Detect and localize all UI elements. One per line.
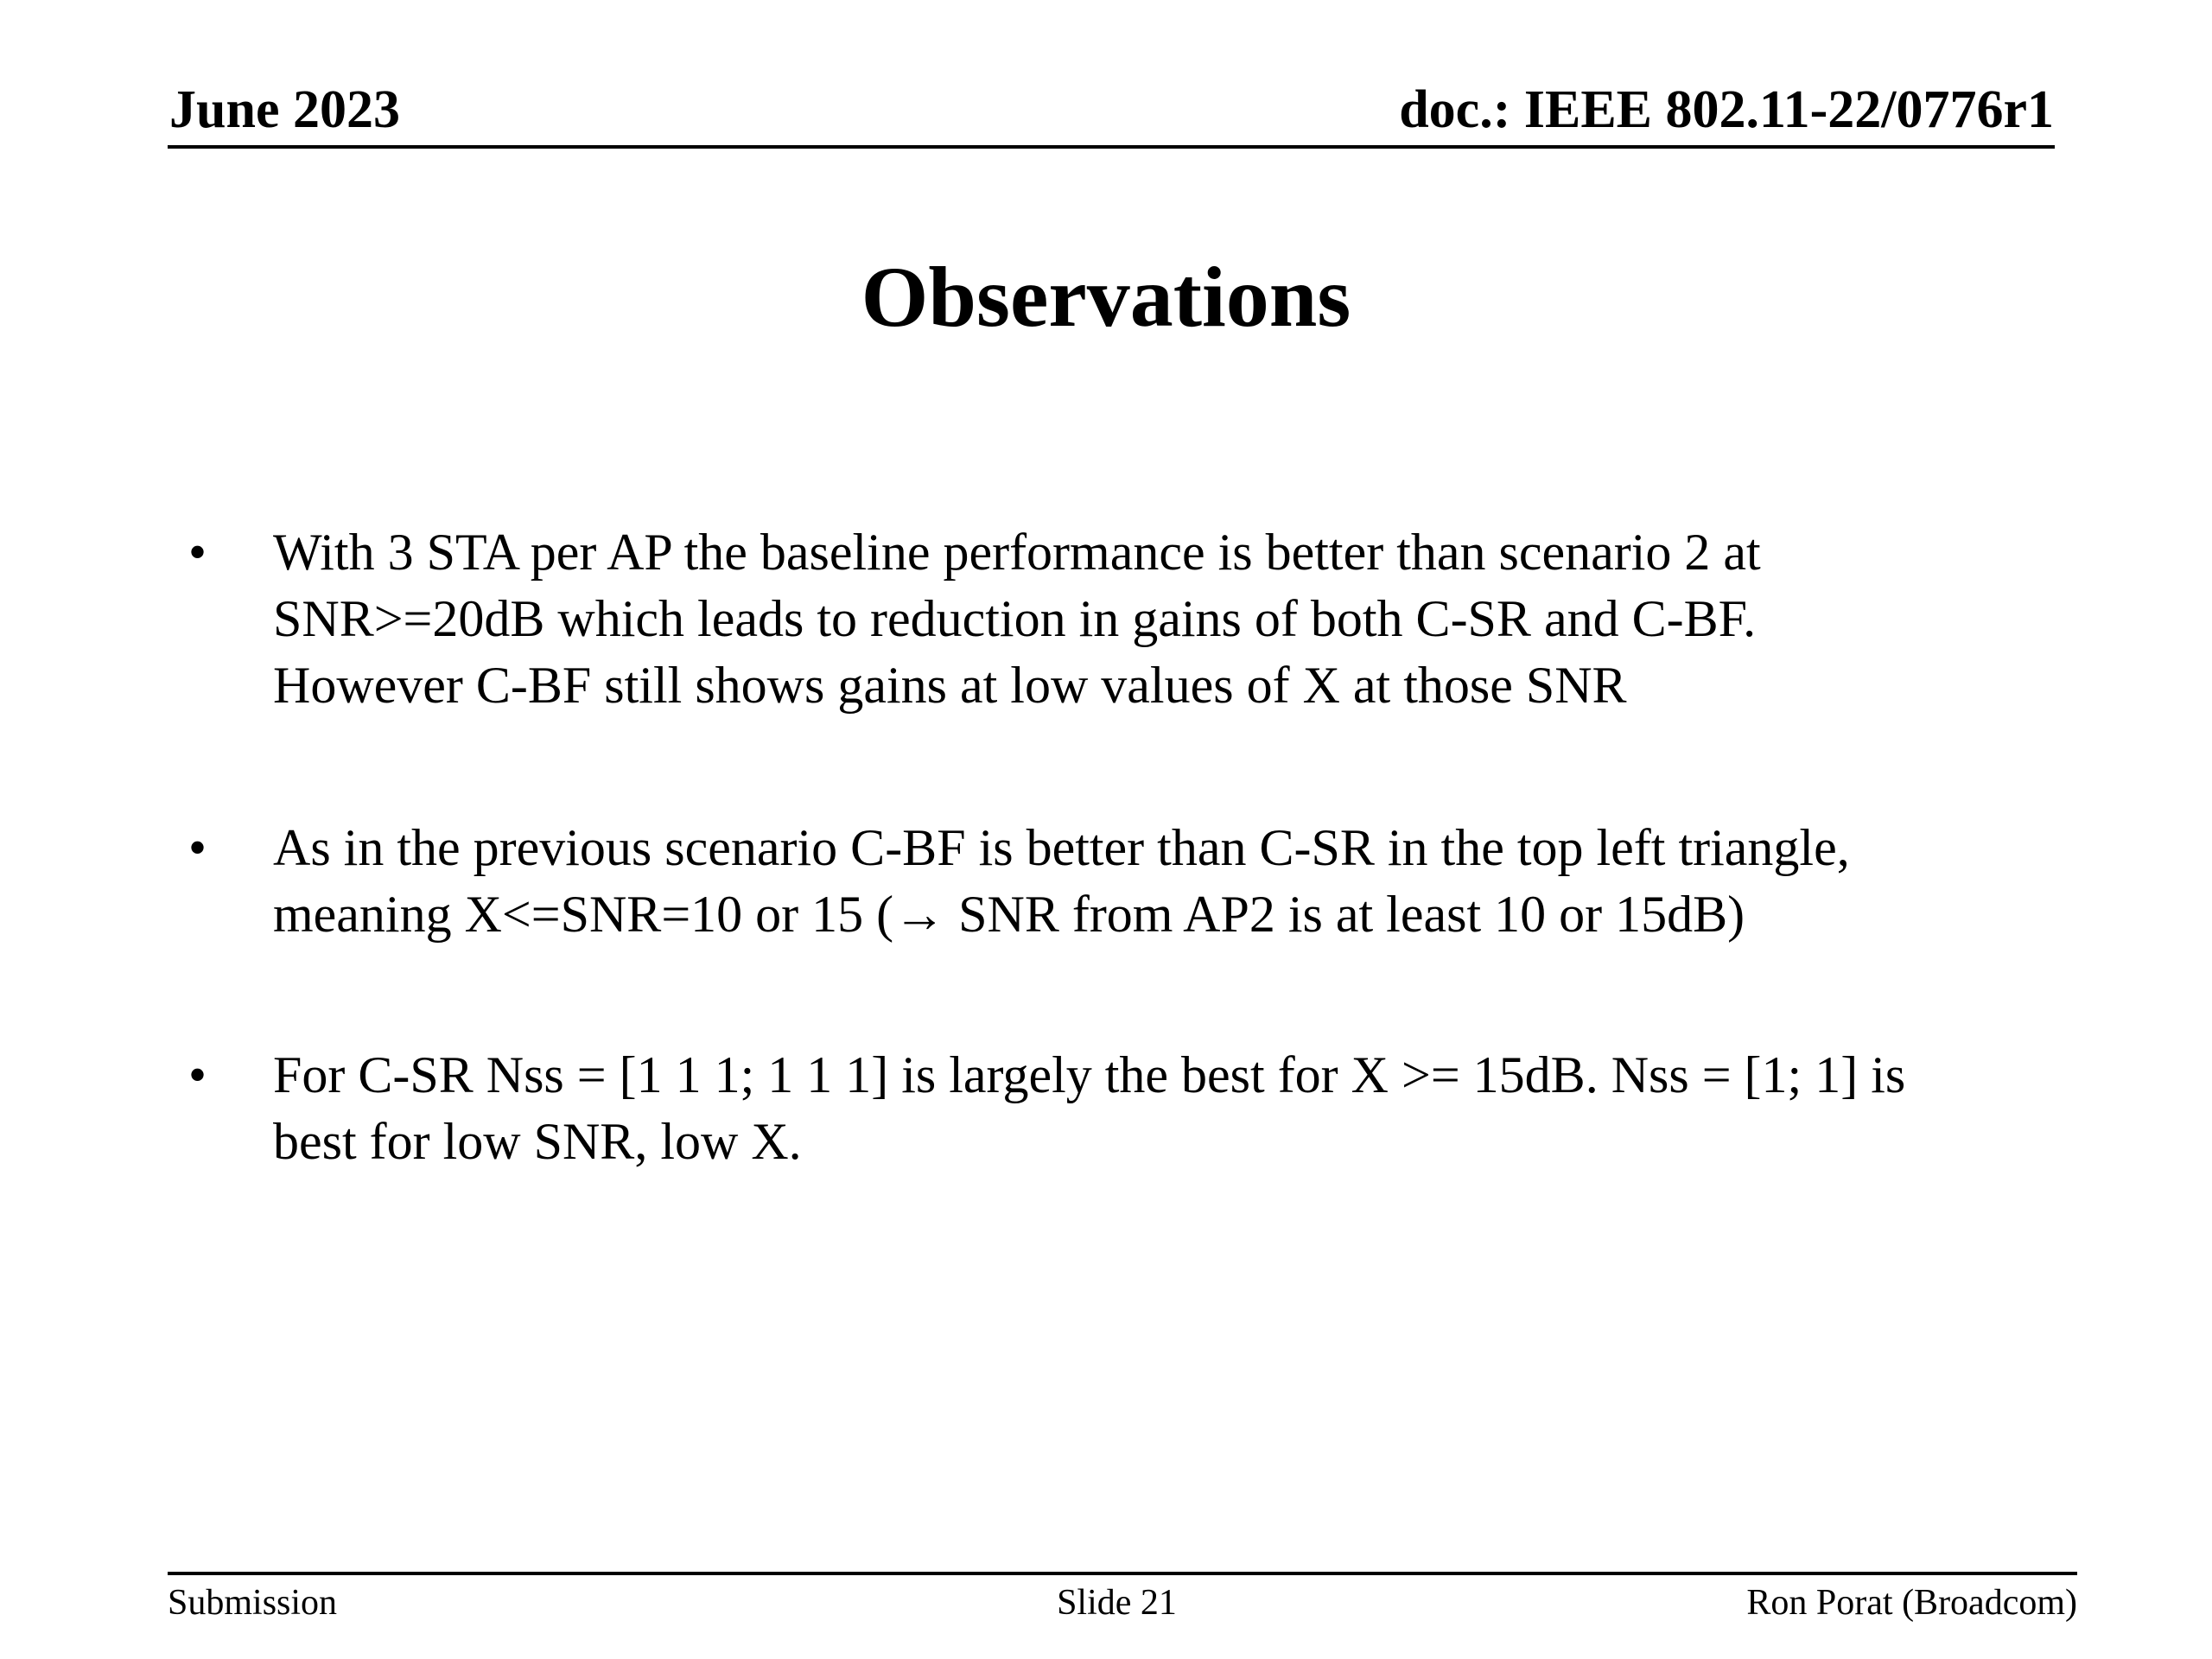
- bullet-mark: •: [188, 524, 207, 581]
- footer-submission: Submission: [168, 1583, 338, 1623]
- bullet-line: With 3 STA per AP the baseline performance is better than scenario 2 at: [273, 524, 1761, 581]
- header-date: June 2023: [169, 80, 400, 139]
- bullet-line: SNR>=20dB which leads to reduction in gains of both C-SR and C-BF.: [273, 590, 1757, 647]
- bullet-text: [273, 815, 2062, 948]
- footer-rule: [168, 1572, 2077, 1575]
- footer-slide-number: Slide 21: [1057, 1583, 1177, 1623]
- bullet-mark: •: [188, 1046, 207, 1103]
- bullet-line: For C-SR Nss = [1 1 1; 1 1 1] is largely the best for X >= 15dB. Nss = [1; 1] is: [273, 1046, 1906, 1103]
- bullet-line: meaning X<=SNR=10 or 15 (→ SNR from AP2 is at least 10 or 15dB): [273, 886, 1745, 943]
- bullet-line: However C-BF still shows gains at low values of X at those SNR: [273, 657, 1627, 714]
- bullet-mark: •: [188, 819, 207, 876]
- header-doc-id: doc.: IEEE 802.11-22/0776r1: [1399, 80, 2054, 139]
- bullet-text: [273, 1042, 2062, 1175]
- bullet-line: As in the previous scenario C-BF is better than C-SR in the top left triangle,: [273, 819, 1850, 876]
- header-rule: [168, 145, 2055, 149]
- slide-title: Observations: [861, 249, 1351, 345]
- footer-author: Ron Porat (Broadcom): [1746, 1583, 2077, 1623]
- bullet-line: best for low SNR, low X.: [273, 1113, 802, 1170]
- bullet-text: [273, 519, 2062, 719]
